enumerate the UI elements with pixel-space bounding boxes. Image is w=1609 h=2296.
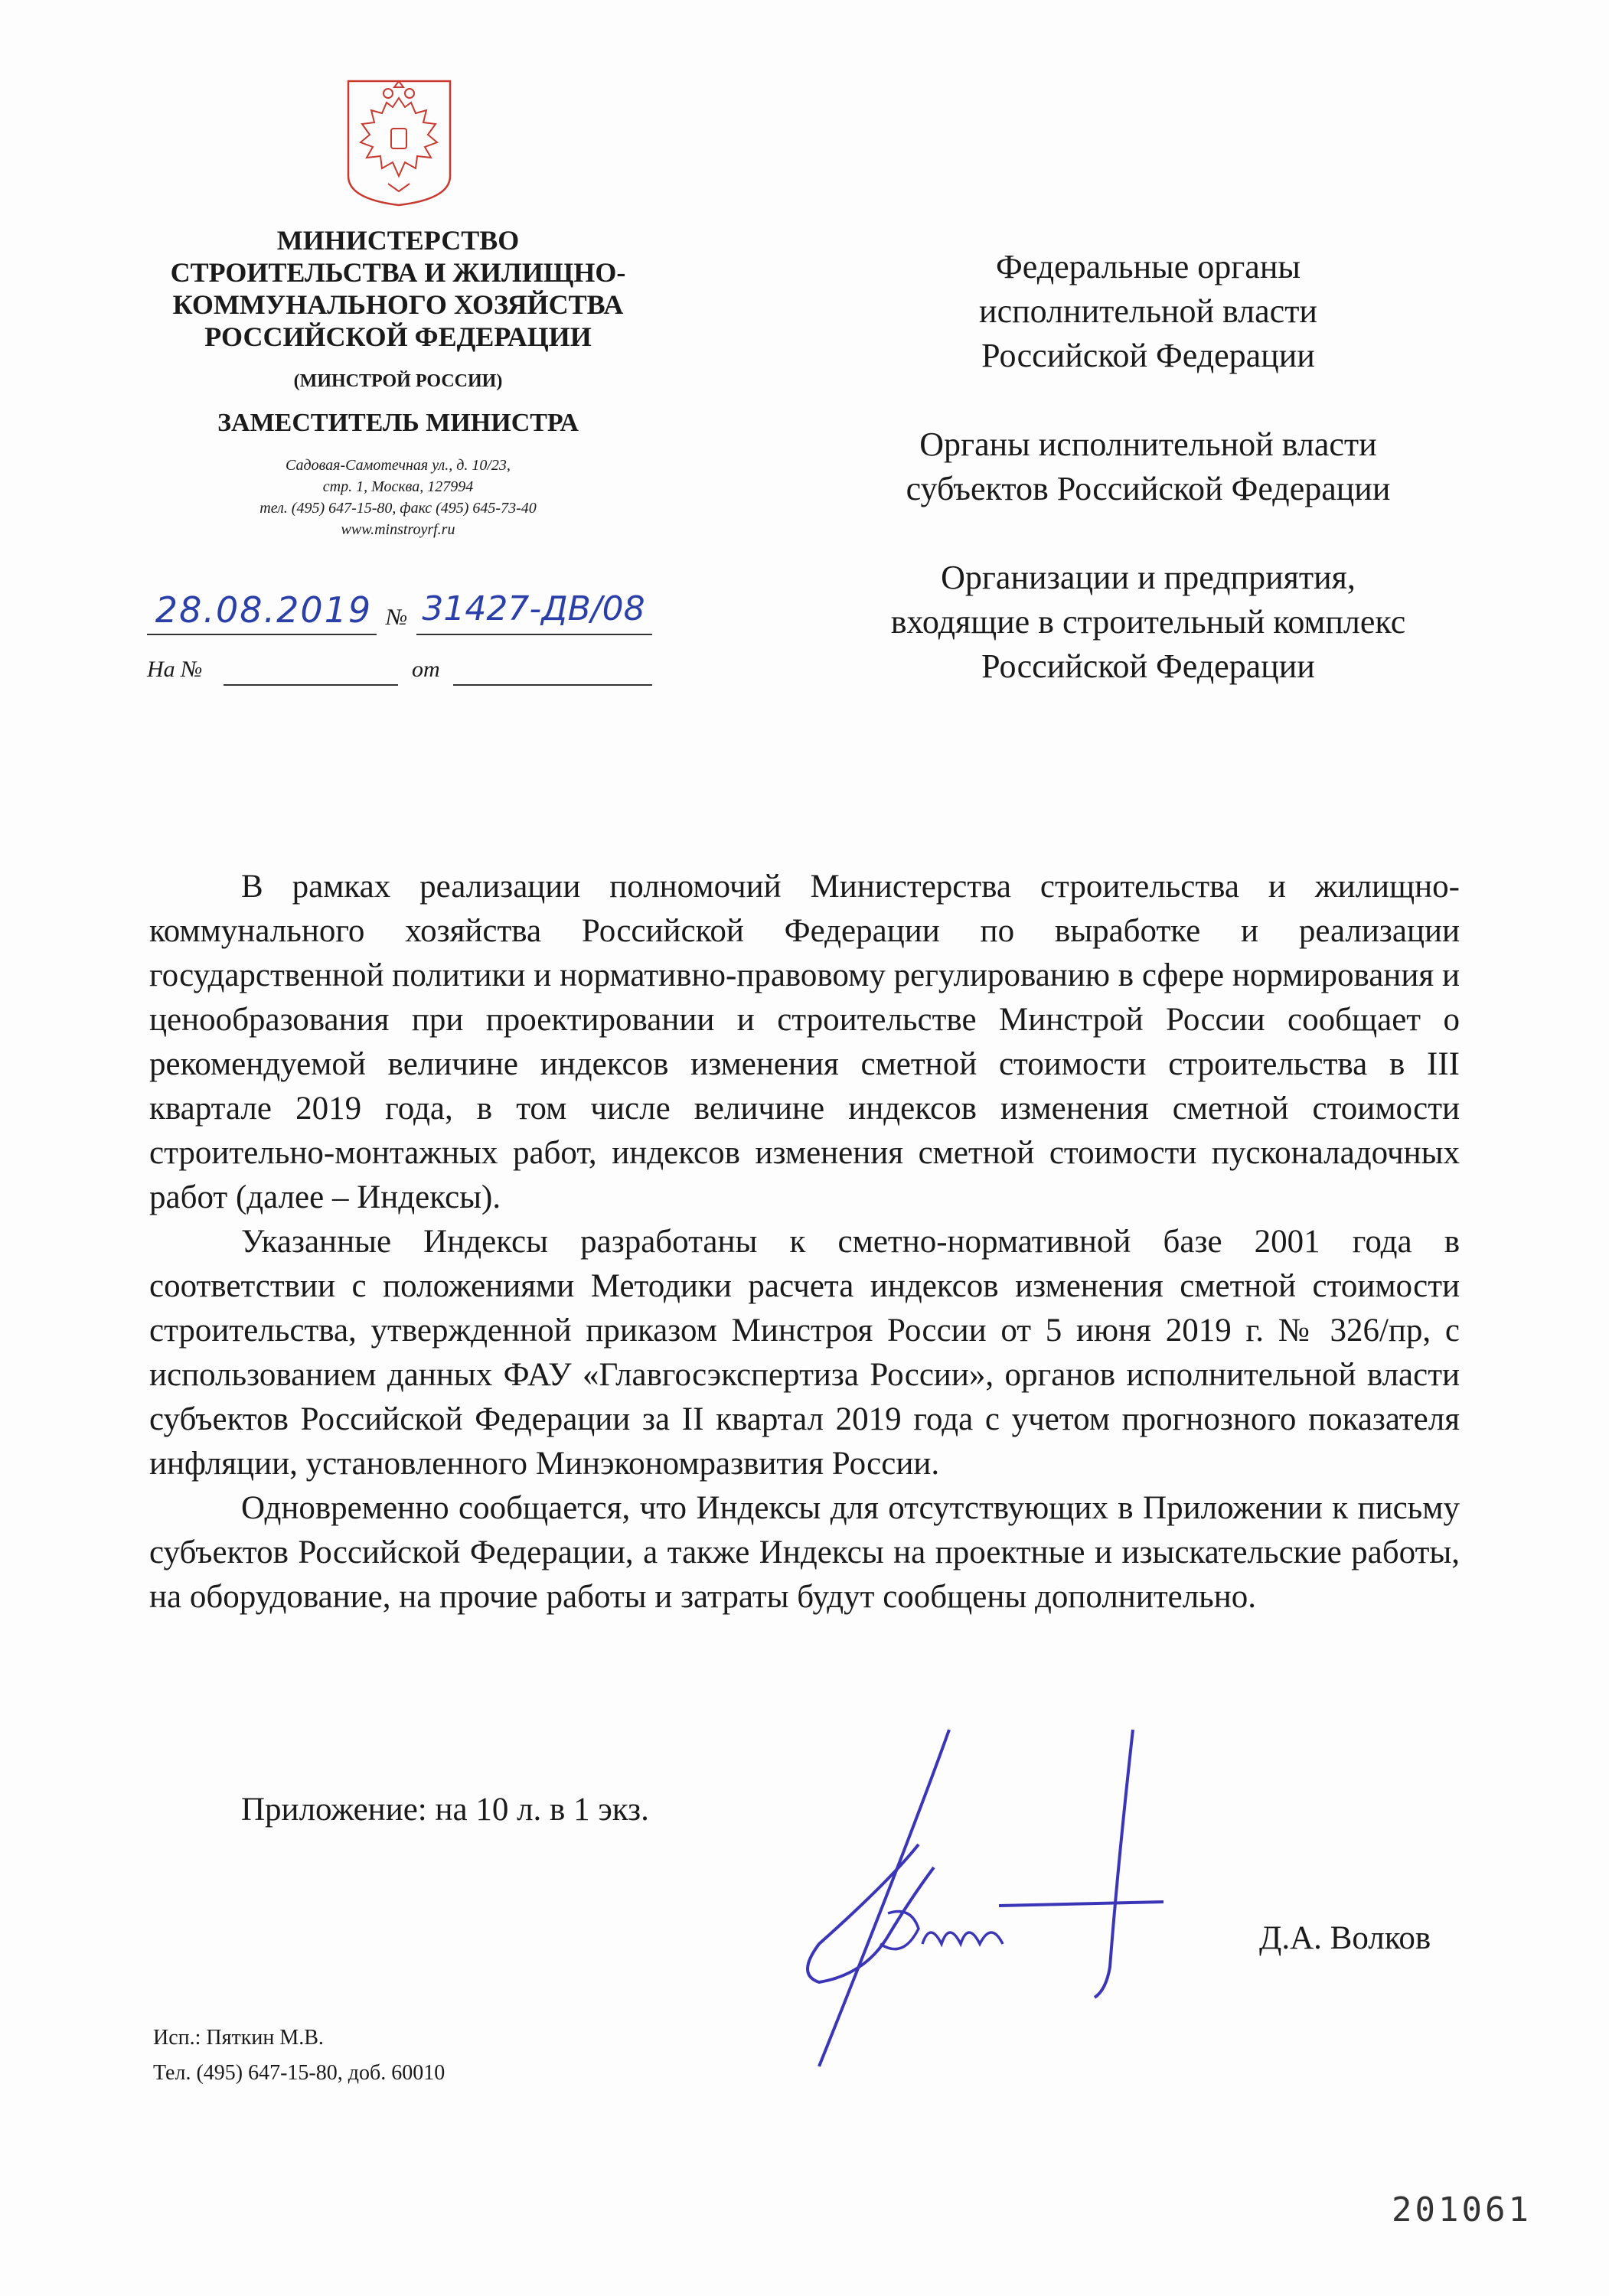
signer-position: ЗАМЕСТИТЕЛЬ МИНИСТРА bbox=[217, 409, 579, 437]
ref-from-label: от bbox=[412, 657, 440, 682]
addressee-line: Российской Федерации bbox=[981, 337, 1315, 374]
executor-phone: Тел. (495) 647-15-80, доб. 60010 bbox=[153, 2061, 445, 2085]
ministry-name-line: МИНИСТЕРСТВО bbox=[276, 225, 520, 256]
addressee-line: субъектов Российской Федерации bbox=[906, 470, 1391, 507]
body-paragraph: Указанные Индексы разработаны к сметно-нормативной базе 2001 года в соответствии с положениями Методики расчета индексов изменения сметной стоимости строительства, утвержденной приказом Минстроя России от 5 июня 2019 г. № 326/пр, с использованием данных ФАУ «Главгосэкспертиза России», органов исполнительной власти субъектов Российской Федерации за II квартал 2019 года с учетом прогнозного показателя инфляции, установленного Минэкономразвития России. bbox=[149, 1224, 1460, 1482]
address-line: тел. (495) 647-15-80, факс (495) 645-73-40 bbox=[259, 500, 537, 517]
ref-date-blank bbox=[453, 684, 652, 686]
website-link[interactable]: www.minstroyrf.ru bbox=[341, 521, 455, 538]
addressee-line: Органы исполнительной власти bbox=[919, 426, 1377, 463]
outgoing-registration bbox=[147, 589, 652, 635]
addressee-line: входящие в строительный комплекс bbox=[890, 603, 1406, 641]
addressee-block bbox=[819, 245, 1477, 733]
body-paragraph: В рамках реализации полномочий Министерства строительства и жилищно-коммунального хозяйства Российской Федерации по выработке и реализации государственной политики и нормативно-правовому регулированию в сфере нормирования и ценообразования при проектировании и строительстве Минстрой России сообщает о рекомендуемой величине индексов изменения сметной стоимости строительства в III квартале 2019 года, в том числе величине индексов изменения сметной стоимости строительно-монтажных работ, индексов изменения сметной стоимости пусконаладочных работ (далее – Индексы). bbox=[149, 869, 1460, 1215]
addressee-line: Организации и предприятия, bbox=[941, 559, 1356, 596]
number-underline bbox=[416, 634, 652, 635]
ministry-name-line: РОССИЙСКОЙ ФЕДЕРАЦИИ bbox=[204, 321, 592, 352]
addressee-line: Федеральные органы bbox=[996, 248, 1301, 285]
addressee-federal bbox=[819, 245, 1477, 378]
ministry-name-line: СТРОИТЕЛЬСТВА И ЖИЛИЩНО- bbox=[170, 257, 626, 288]
ref-number-blank bbox=[224, 684, 398, 686]
addressee-line: исполнительной власти bbox=[979, 292, 1317, 330]
handwritten-date: 28.08.2019 bbox=[155, 589, 373, 631]
executor-info bbox=[153, 2020, 445, 2091]
addressee-regional bbox=[819, 422, 1477, 511]
reference-line bbox=[147, 657, 652, 690]
document-code: 201061 bbox=[1392, 2190, 1532, 2229]
ref-number-label: На № bbox=[147, 657, 203, 682]
ministry-abbreviation: (МИНСТРОЙ РОССИИ) bbox=[293, 371, 503, 391]
address-line: стр. 1, Москва, 127994 bbox=[322, 478, 474, 495]
handwritten-signature bbox=[796, 1714, 1194, 2074]
ministry-header bbox=[115, 224, 681, 540]
letter-body bbox=[149, 865, 1460, 1619]
attachment-note: Приложение: на 10 л. в 1 экз. bbox=[241, 1792, 649, 1828]
ministry-address bbox=[115, 455, 681, 540]
body-paragraph: Одновременно сообщается, что Индексы для отсутствующих в Приложении к письму субъектов Российской Федерации, а также Индексы на проектные и изыскательские работы, на оборудование, на прочие работы и затраты будут сообщены дополнительно. bbox=[149, 1490, 1460, 1615]
handwritten-number: 31427-ДВ/08 bbox=[422, 589, 645, 628]
address-line: Садовая-Самотечная ул., д. 10/23, bbox=[286, 457, 511, 474]
ministry-name-line: КОММУНАЛЬНОГО ХОЗЯЙСТВА bbox=[172, 289, 624, 320]
number-sign: № bbox=[386, 605, 408, 630]
date-underline bbox=[147, 634, 377, 635]
coat-of-arms-emblem bbox=[344, 77, 455, 208]
executor-name: Исп.: Пяткин М.В. bbox=[153, 2026, 324, 2050]
addressee-organizations bbox=[819, 556, 1477, 689]
signer-name: Д.А. Волков bbox=[1259, 1920, 1431, 1956]
addressee-line: Российской Федерации bbox=[981, 647, 1315, 685]
